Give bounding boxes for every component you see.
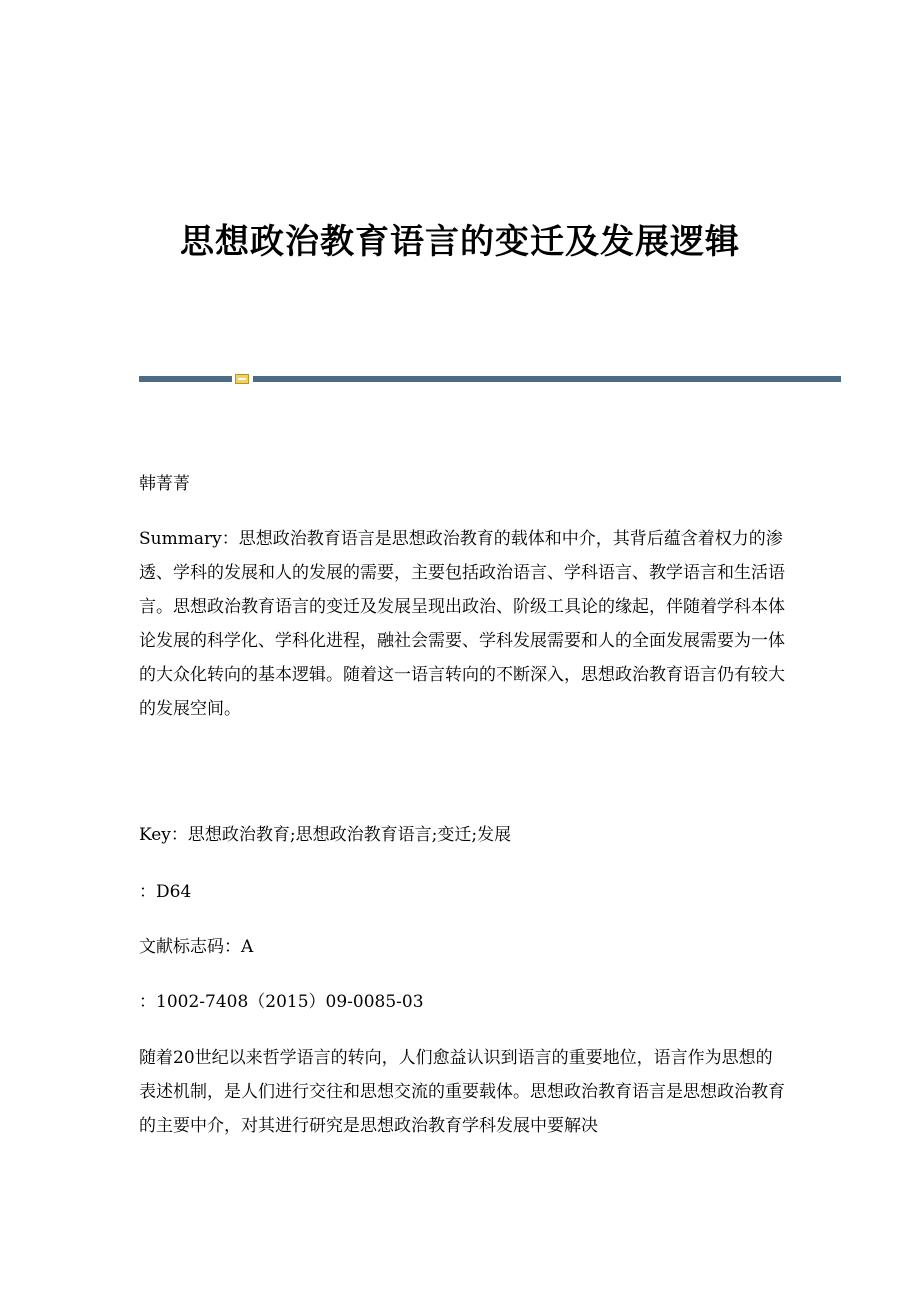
classification-number: ：D64: [139, 882, 192, 902]
body-paragraph: 随着20世纪以来哲学语言的转向，人们愈益认识到语言的重要地位，语言作为思想的表述机制，是人们进行交往和思想交流的重要载体。思想政治教育语言是思想政治教育的主要中介，对其进行研究是思想政治教育学科发展中要解决: [139, 1048, 785, 1136]
divider-bar-right: [253, 376, 841, 382]
document-code: 文献标志码：A: [139, 937, 254, 957]
document-title: 思想政治教育语言的变迁及发展逻辑: [180, 222, 740, 262]
article-number: ：1002-7408（2015）09-0085-03: [139, 992, 424, 1012]
author-name: 韩菁菁: [139, 474, 190, 494]
divider-bar-left: [139, 376, 232, 382]
summary-paragraph: Summary：思想政治教育语言是思想政治教育的载体和中介，其背后蕴含着权力的渗透、学科的发展和人的发展的需要，主要包括政治语言、学科语言、教学语言和生活语言。思想政治教育语言的变迁及发展呈现出政治、阶级工具论的缘起，伴随着学科本体论发展的科学化、学科化进程，融社会需要、学科发展需要和人的全面发展需要为一体的大众化转向的基本逻辑。随着这一语言转向的不断深入，思想政治教育语言仍有较大的发展空间。: [139, 529, 785, 719]
divider-ornament-icon: [235, 374, 249, 384]
title-divider: [139, 374, 841, 383]
keywords-line: Key：思想政治教育;思想政治教育语言;变迁;发展: [139, 825, 512, 845]
